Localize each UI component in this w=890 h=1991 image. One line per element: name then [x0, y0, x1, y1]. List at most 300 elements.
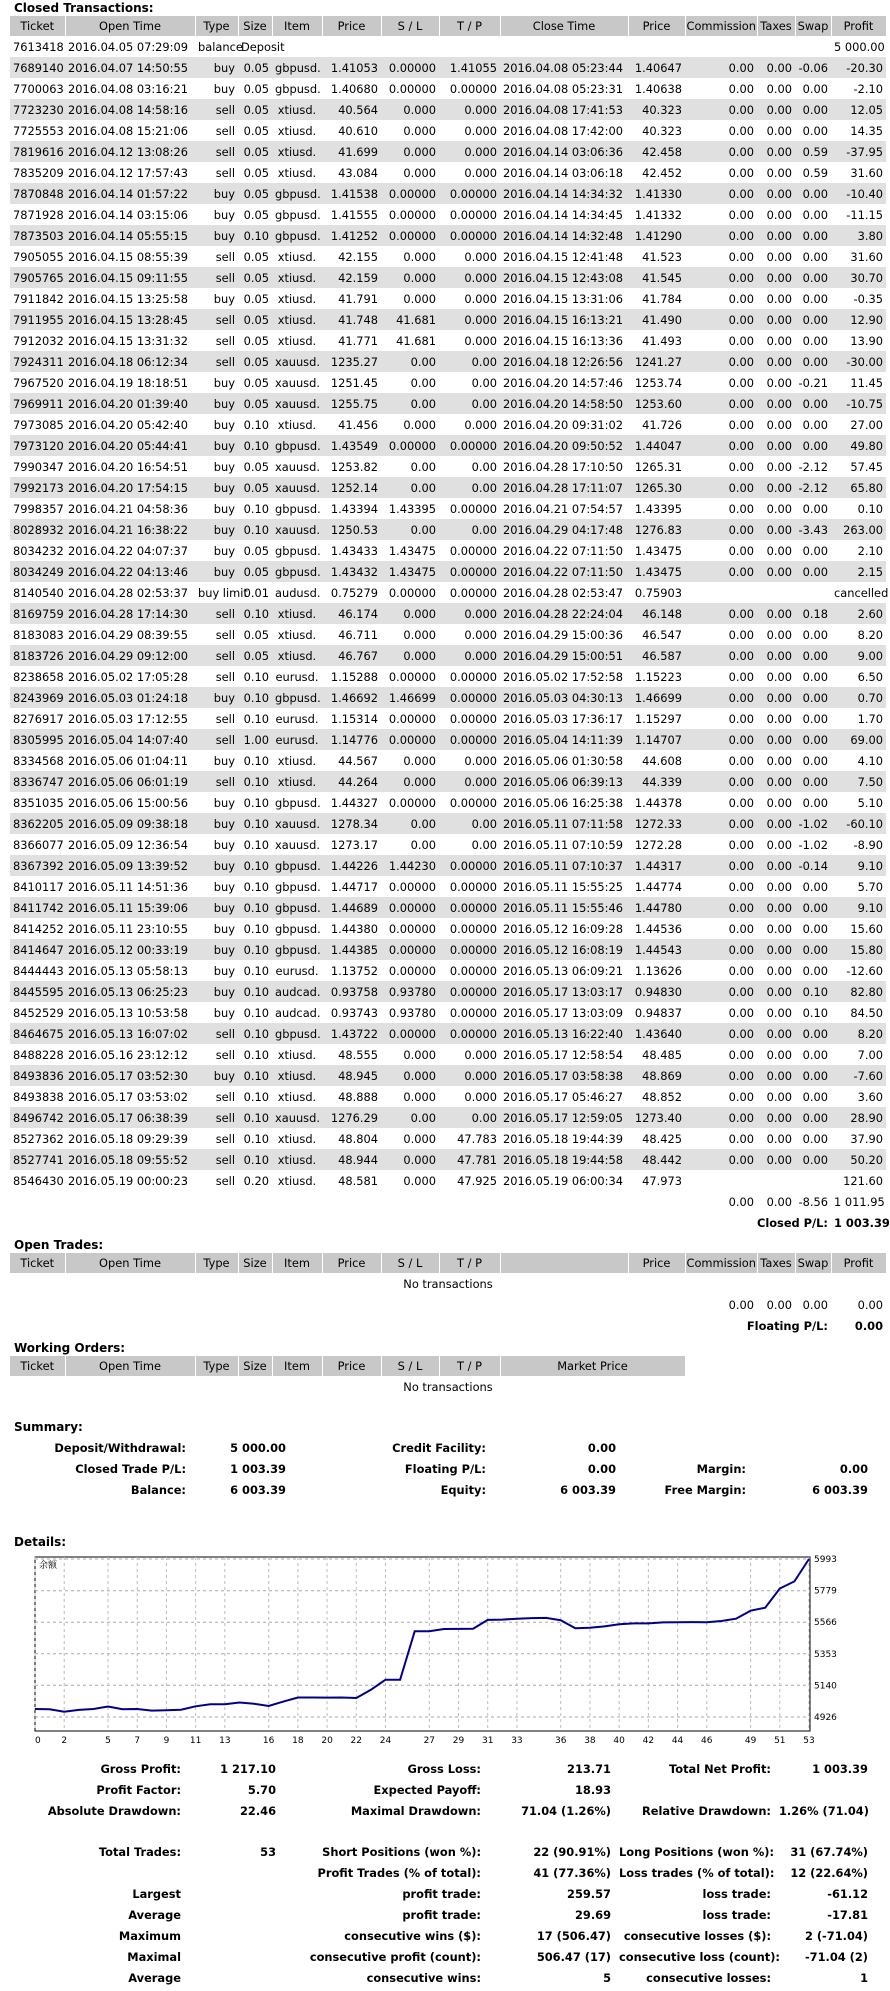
taxes: 0.00 [757, 141, 795, 162]
type: sell [215, 669, 235, 684]
size: 0.20 [243, 1173, 269, 1188]
take-profit: 0.00 [439, 813, 500, 834]
x-tick-label: 46 [701, 1736, 713, 1746]
table-row [10, 414, 886, 435]
profit: 8.20 [857, 627, 883, 642]
size: 0.10 [243, 753, 269, 768]
summary-row [10, 1458, 872, 1479]
column-header: Price [628, 16, 685, 36]
expected-payoff-label: Expected Payoff: [373, 1782, 481, 1797]
column-header: Commission [685, 1253, 757, 1273]
close-price: 42.458 [628, 141, 685, 162]
taxes: 0.00 [766, 753, 792, 768]
profit: -2.10 [853, 81, 883, 96]
size: 0.05 [238, 561, 272, 582]
profit: 13.90 [850, 333, 883, 348]
closed-pl-value: 1 003.39 [834, 1215, 890, 1230]
taxes: 0.00 [766, 879, 792, 894]
floating-pl-value: 0.00 [587, 1461, 616, 1476]
table-row [10, 750, 886, 771]
average-profit-label: profit trade: [402, 1907, 481, 1922]
table-row [10, 939, 886, 960]
item: xauusd. [272, 1107, 322, 1128]
totals-row [10, 1191, 886, 1212]
close-price: 44.339 [628, 771, 685, 792]
balance-value: 6 003.39 [230, 1482, 286, 1497]
table-row [10, 708, 886, 729]
close-price: 1.13626 [634, 963, 682, 978]
close-price: 1241.27 [628, 351, 685, 372]
table-row [10, 1273, 886, 1294]
close-time: 2016.04.28 17:10:50 [503, 459, 623, 474]
margin-value: 0.00 [839, 1461, 868, 1476]
open-price: 48.944 [322, 1149, 381, 1170]
open-time: 2016.05.11 23:10:55 [68, 921, 188, 936]
close-price: 41.493 [642, 333, 682, 348]
x-tick-label: 31 [481, 1736, 494, 1746]
close-price: 1.44378 [634, 795, 682, 810]
close-price: 48.485 [642, 1047, 682, 1062]
size: 0.05 [238, 99, 272, 120]
close-time: 2016.04.18 12:26:56 [500, 351, 628, 372]
x-tick-label: 0 [35, 1736, 41, 1746]
stop-loss: 0.000 [403, 165, 436, 180]
profit-trades-label: Profit Trades (% of total): [317, 1865, 481, 1880]
profit: -12.60 [846, 963, 883, 978]
commission: 0.00 [685, 561, 757, 582]
profit-trades-value: 41 (77.36%) [533, 1865, 611, 1880]
ticket: 7873503 [10, 225, 65, 246]
stop-loss: 0.00000 [388, 711, 436, 726]
take-profit: 0.000 [439, 99, 500, 120]
stop-loss: 0.000 [403, 627, 436, 642]
column-header: Commission [685, 16, 757, 36]
close-price: 0.94837 [634, 1005, 682, 1020]
item: xauusd. [272, 519, 322, 540]
taxes: 0.00 [766, 291, 792, 306]
profit: 5.70 [857, 879, 883, 894]
open-time: 2016.05.09 13:39:52 [65, 855, 195, 876]
type: buy [213, 1005, 235, 1020]
size: 0.05 [238, 309, 272, 330]
table-row [10, 309, 886, 330]
take-profit: 0.000 [439, 771, 500, 792]
taxes: 0.00 [757, 687, 795, 708]
close-time: 2016.05.18 19:44:39 [503, 1131, 623, 1146]
taxes: 0.00 [766, 207, 792, 222]
ticket: 8276917 [13, 711, 64, 726]
stats-row [10, 1883, 872, 1904]
take-profit: 0.00000 [449, 543, 497, 558]
open-price: 1.15314 [330, 711, 378, 726]
close-time: 2016.04.08 17:42:00 [503, 123, 623, 138]
plot-area [35, 1557, 810, 1731]
stop-loss: 0.00 [410, 459, 436, 474]
item: xtiusd. [277, 417, 317, 432]
total-trades-label: Total Trades: [98, 1844, 181, 1859]
taxes: 0.00 [757, 225, 795, 246]
type: sell [215, 1131, 235, 1146]
take-profit: 0.000 [464, 627, 497, 642]
swap: 0.00 [795, 309, 831, 330]
type: sell [195, 309, 238, 330]
item: xtiusd. [277, 627, 317, 642]
open-time: 2016.04.15 08:55:39 [68, 249, 188, 264]
close-price: 41.545 [628, 267, 685, 288]
profit: 7.00 [857, 1047, 883, 1062]
x-tick-label: 22 [350, 1736, 363, 1746]
close-time: 2016.04.14 14:32:48 [500, 225, 628, 246]
deposit-value: 5 000.00 [230, 1440, 286, 1455]
short-positions-label: Short Positions (won %): [322, 1844, 481, 1859]
open-price: 40.564 [322, 99, 381, 120]
take-profit: 0.00000 [449, 585, 497, 600]
stop-loss: 0.00000 [388, 207, 436, 222]
commission: 0.00 [728, 417, 754, 432]
open-price: 44.264 [322, 771, 381, 792]
taxes: 0.00 [766, 1089, 792, 1104]
type: sell [215, 249, 235, 264]
commission: 0.00 [685, 309, 757, 330]
x-tick-label: 33 [511, 1736, 523, 1746]
item: gbpusd. [272, 855, 322, 876]
commission: 0.00 [685, 267, 757, 288]
take-profit: 0.00 [439, 1107, 500, 1128]
close-time: 2016.05.11 07:10:37 [500, 855, 628, 876]
open-time: 2016.04.20 05:44:41 [65, 435, 195, 456]
item: gbpusd. [275, 543, 321, 558]
x-tick-label: 40 [613, 1736, 625, 1746]
type: buy [213, 459, 235, 474]
maximal-drawdown-value: 71.04 (1.26%) [521, 1803, 611, 1818]
column-header: Close Time [500, 16, 628, 36]
stop-loss: 0.000 [403, 753, 436, 768]
ticket: 8488228 [13, 1047, 64, 1062]
table-row [10, 1149, 886, 1170]
take-profit: 0.00000 [439, 561, 500, 582]
item: xauusd. [272, 393, 322, 414]
close-price: 0.94830 [628, 981, 685, 1002]
commission [685, 1170, 757, 1191]
close-time: 2016.05.17 13:03:09 [503, 1005, 623, 1020]
type: sell [195, 771, 238, 792]
stats-row [10, 1862, 872, 1883]
avg-consecutive-losses-value: 1 [860, 1970, 868, 1985]
commission: 0.00 [685, 813, 757, 834]
taxes [757, 1170, 795, 1191]
close-price: 42.452 [642, 165, 682, 180]
open-price: 48.888 [338, 1089, 378, 1104]
column-header [500, 1253, 628, 1273]
taxes: 0.00 [757, 183, 795, 204]
take-profit: 0.000 [439, 1065, 500, 1086]
ticket: 7905765 [10, 267, 65, 288]
table-row [10, 393, 886, 414]
close-price: 48.425 [642, 1131, 682, 1146]
table-header-row [10, 1253, 886, 1273]
commission: 0.00 [685, 225, 757, 246]
item: gbpusd. [272, 1023, 322, 1044]
table-row [10, 834, 886, 855]
gross-loss-label: Gross Loss: [407, 1761, 481, 1776]
open-price: 46.767 [322, 645, 381, 666]
column-header: Taxes [757, 1253, 795, 1273]
close-time: 2016.04.08 05:23:31 [503, 81, 623, 96]
close-price: 1.43640 [628, 1023, 685, 1044]
table-row [10, 729, 886, 750]
open-price: 1.44226 [322, 855, 381, 876]
take-profit: 0.00000 [439, 1023, 500, 1044]
close-price: 46.148 [628, 603, 685, 624]
stop-loss: 0.00 [410, 375, 436, 390]
size: 0.10 [238, 225, 272, 246]
close-price: 44.608 [642, 753, 682, 768]
summary-row [10, 1479, 872, 1500]
swap: 0.00 [802, 753, 828, 768]
close-time: 2016.04.28 02:53:47 [503, 585, 623, 600]
table-row [10, 225, 886, 246]
open-time: 2016.04.28 02:53:37 [68, 585, 188, 600]
open-price: 46.711 [338, 627, 378, 642]
open-time: 2016.04.29 08:39:55 [68, 627, 188, 642]
close-price: 1.43395 [634, 501, 682, 516]
open-time: 2016.05.17 06:38:39 [65, 1107, 195, 1128]
commission: 0.00 [685, 939, 757, 960]
stop-loss: 0.000 [403, 1173, 436, 1188]
commission: 0.00 [685, 99, 757, 120]
size: 0.10 [243, 1047, 269, 1062]
close-time: 2016.05.17 12:58:54 [503, 1047, 623, 1062]
item: gbpusd. [275, 501, 321, 516]
size: 0.05 [238, 393, 272, 414]
stop-loss: 0.00 [381, 1107, 439, 1128]
item: xtiusd. [272, 141, 322, 162]
max-consecutive-losses-label: consecutive losses ($): [623, 1928, 771, 1943]
open-time: 2016.04.08 14:58:16 [65, 99, 195, 120]
stats-row [10, 1758, 872, 1779]
type: buy [195, 981, 238, 1002]
ticket: 8527741 [10, 1149, 65, 1170]
size: 0.05 [243, 459, 269, 474]
x-tick-label: 13 [219, 1736, 231, 1746]
swap: -3.43 [795, 519, 831, 540]
swap: 0.00 [795, 435, 831, 456]
close-price: 40.323 [628, 99, 685, 120]
ticket: 7871928 [13, 207, 64, 222]
item: gbpusd. [272, 561, 322, 582]
x-tick-label: 2 [61, 1736, 68, 1746]
relative-drawdown-label: Relative Drawdown: [641, 1803, 771, 1818]
table-row [10, 519, 886, 540]
commission: 0.00 [685, 1149, 757, 1170]
taxes: 0.00 [766, 81, 792, 96]
swap: 0.59 [802, 165, 828, 180]
table-row [10, 204, 886, 225]
profit: -20.30 [831, 57, 886, 78]
take-profit: 47.925 [457, 1173, 497, 1188]
taxes: 0.00 [757, 813, 795, 834]
close-time: 2016.05.02 17:52:58 [503, 669, 623, 684]
ticket: 8493838 [13, 1089, 64, 1104]
open-time: 2016.04.15 13:28:45 [65, 309, 195, 330]
type: buy [213, 501, 235, 516]
table-row [10, 855, 886, 876]
table-row [10, 456, 886, 477]
column-header: Profit [831, 16, 886, 36]
open-price: 1.40680 [330, 81, 378, 96]
table-row [10, 645, 886, 666]
open-time: 2016.04.07 14:50:55 [65, 57, 195, 78]
close-time: 2016.04.28 17:11:07 [500, 477, 628, 498]
take-profit: 0.000 [439, 141, 500, 162]
column-header: Open Time [65, 1356, 195, 1376]
taxes: 0.00 [766, 417, 792, 432]
column-header: Swap [795, 1253, 831, 1273]
take-profit: 0.00 [439, 477, 500, 498]
open-trades-table [10, 1253, 887, 1336]
type: buy [195, 855, 238, 876]
stop-loss: 0.00000 [388, 585, 436, 600]
close-time: 2016.04.08 17:41:53 [500, 99, 628, 120]
stop-loss: 0.00 [381, 477, 439, 498]
swap: 0.00 [795, 645, 831, 666]
stop-loss: 0.000 [403, 291, 436, 306]
ticket: 7613418 [13, 39, 64, 54]
commission: 0.00 [685, 645, 757, 666]
taxes: 0.00 [766, 1131, 792, 1146]
profit: 84.50 [850, 1005, 883, 1020]
close-time: 2016.05.11 15:55:46 [500, 897, 628, 918]
size: 0.10 [243, 963, 269, 978]
ticket: 7819616 [10, 141, 65, 162]
column-header: Ticket [10, 1356, 65, 1376]
take-profit: 0.000 [464, 753, 497, 768]
open-price: 43.084 [338, 165, 378, 180]
stop-loss: 1.44230 [381, 855, 439, 876]
stop-loss: 0.000 [403, 249, 436, 264]
pl-row [10, 1212, 886, 1233]
item: xauusd. [275, 375, 320, 390]
column-header: Item [272, 16, 322, 36]
close-time: 2016.04.08 05:23:44 [500, 57, 628, 78]
item: gbpusd. [272, 939, 322, 960]
credit-label: Credit Facility: [392, 1440, 486, 1455]
table-row [10, 813, 886, 834]
open-time: 2016.04.05 07:29:09 [68, 39, 188, 54]
item: gbpusd. [275, 921, 321, 936]
open-time: 2016.05.06 01:04:11 [68, 753, 188, 768]
open-price: 1.41555 [330, 207, 378, 222]
stop-loss: 0.000 [403, 1047, 436, 1062]
column-header: Type [195, 16, 238, 36]
close-price: 41.490 [628, 309, 685, 330]
stats-row [10, 1946, 872, 1967]
item: xtiusd. [277, 1089, 317, 1104]
profit: 50.20 [831, 1149, 886, 1170]
x-tick-label: 5 [105, 1736, 111, 1746]
close-time: 2016.05.19 06:00:34 [503, 1173, 623, 1188]
take-profit: 0.00000 [449, 795, 497, 810]
type: buy [195, 813, 238, 834]
loss-trades-value: 12 (22.64%) [790, 1865, 868, 1880]
open-price: 41.699 [322, 141, 381, 162]
profit: -30.00 [831, 351, 886, 372]
size: 0.05 [238, 267, 272, 288]
open-price: 1255.75 [322, 393, 381, 414]
taxes: 0.00 [766, 795, 792, 810]
close-price: 1.44774 [634, 879, 682, 894]
profit: 49.80 [831, 435, 886, 456]
close-time: 2016.04.14 03:06:18 [503, 165, 623, 180]
take-profit: 0.00 [439, 519, 500, 540]
close-time: 2016.05.06 16:25:38 [503, 795, 623, 810]
stats-row [10, 1800, 872, 1821]
ticket: 8493836 [10, 1065, 65, 1086]
column-header: T / P [439, 1356, 500, 1376]
open-time: 2016.05.13 16:07:02 [65, 1023, 195, 1044]
ticket: 7967520 [13, 375, 64, 390]
open-price: 1.14776 [322, 729, 381, 750]
open-price: 48.945 [322, 1065, 381, 1086]
take-profit: 0.000 [464, 1047, 497, 1062]
ticket: 8496742 [10, 1107, 65, 1128]
total-swap: 0.00 [802, 1297, 828, 1312]
size: 0.10 [238, 855, 272, 876]
type: buy [195, 687, 238, 708]
y-tick-label: 5566 [814, 1618, 837, 1629]
swap: -1.02 [798, 837, 828, 852]
size: 0.05 [243, 81, 269, 96]
taxes: 0.00 [757, 645, 795, 666]
profit: -37.95 [831, 141, 886, 162]
open-price: 41.456 [338, 417, 378, 432]
taxes: 0.00 [766, 627, 792, 642]
credit-value: 0.00 [587, 1440, 616, 1455]
swap: 0.00 [795, 1065, 831, 1086]
commission: 0.00 [728, 1131, 754, 1146]
largest-loss-value: -61.12 [827, 1886, 868, 1901]
take-profit: 0.00000 [439, 435, 500, 456]
taxes: 0.00 [766, 333, 792, 348]
size: 0.05 [238, 645, 272, 666]
size: 0.10 [238, 771, 272, 792]
long-positions-value: 31 (67.74%) [790, 1844, 868, 1859]
stop-loss: 0.000 [403, 1089, 436, 1104]
close-price: 1.40638 [634, 81, 682, 96]
close-price: 1.43475 [628, 561, 685, 582]
profit: 11.45 [850, 375, 883, 390]
close-time: 2016.05.12 16:09:28 [503, 921, 623, 936]
table-row [10, 981, 886, 1002]
open-time: 2016.05.18 09:55:52 [65, 1149, 195, 1170]
profit: 3.60 [857, 1089, 883, 1104]
swap: 0.00 [802, 81, 828, 96]
open-price: 1.43722 [322, 1023, 381, 1044]
close-time: 2016.04.14 03:06:36 [500, 141, 628, 162]
size: 0.10 [238, 435, 272, 456]
take-profit: 0.00000 [449, 879, 497, 894]
take-profit: 0.00000 [449, 501, 497, 516]
size: 0.10 [243, 417, 269, 432]
taxes: 0.00 [757, 57, 795, 78]
type: buy [195, 183, 238, 204]
item: xtiusd. [277, 1173, 317, 1188]
open-price: 1.46692 [322, 687, 381, 708]
open-time: 2016.04.14 05:55:15 [65, 225, 195, 246]
ticket: 8414647 [10, 939, 65, 960]
item: xtiusd. [277, 291, 317, 306]
column-header: Type [195, 1356, 238, 1376]
